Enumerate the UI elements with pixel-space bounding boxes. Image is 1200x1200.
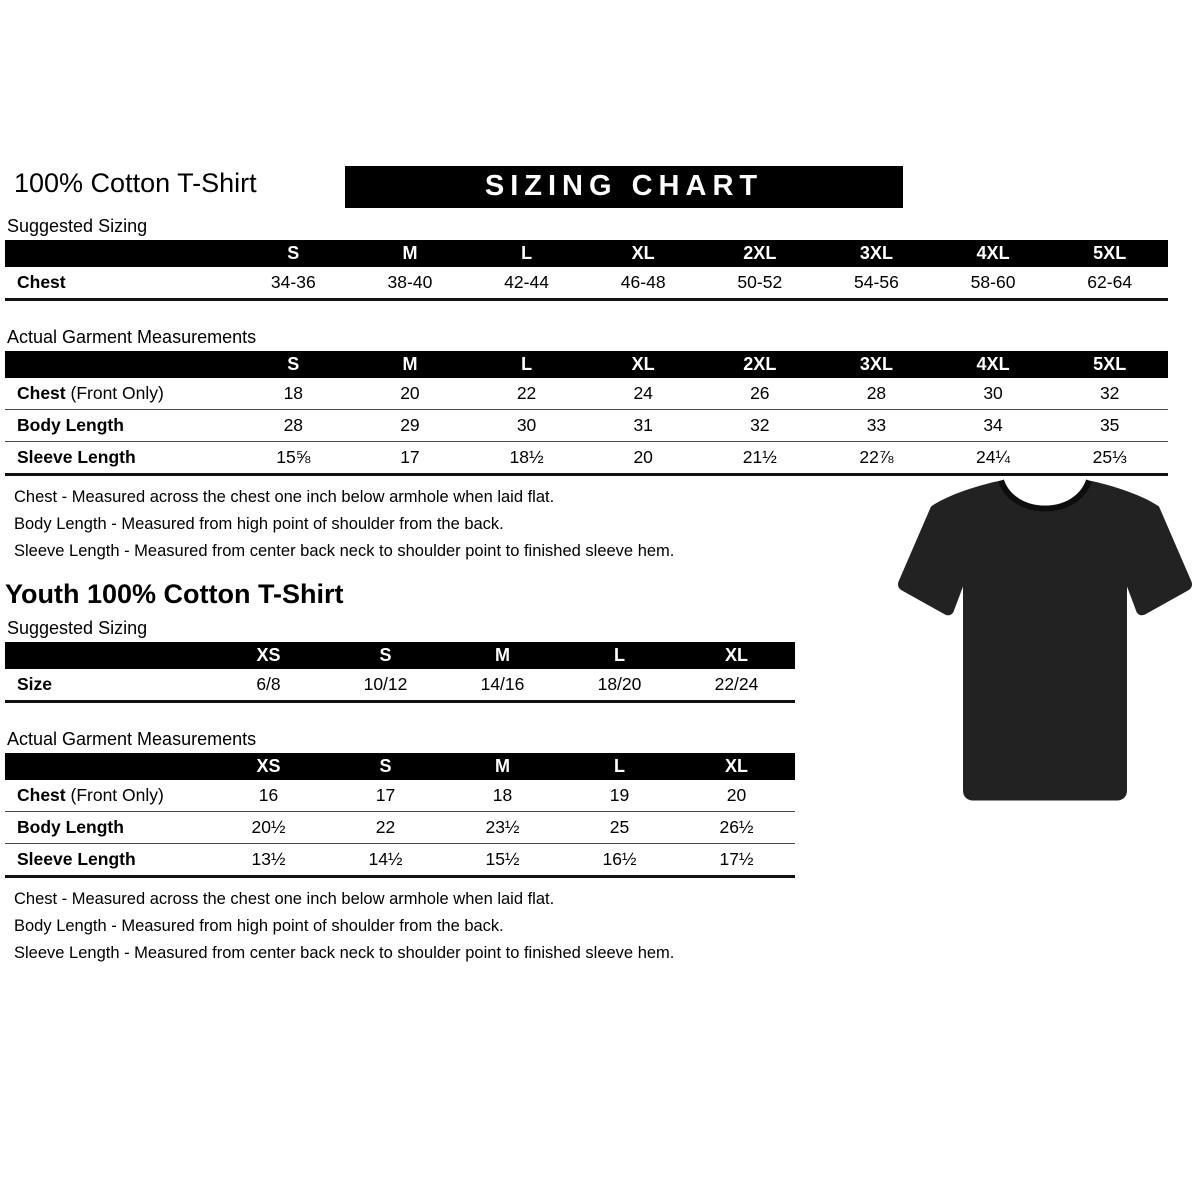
row-label: Chest (Front Only) xyxy=(5,378,235,410)
value-cell: 18 xyxy=(235,378,352,410)
size-header: 4XL xyxy=(935,351,1052,378)
value-cell: 24 xyxy=(585,378,702,410)
size-header: S xyxy=(327,642,444,669)
value-cell: 20 xyxy=(678,780,795,812)
value-cell: 50-52 xyxy=(702,267,819,300)
value-cell: 18/20 xyxy=(561,669,678,702)
size-header: S xyxy=(235,240,352,267)
value-cell: 17 xyxy=(327,780,444,812)
table-row xyxy=(5,267,1168,300)
row-label: Chest (Front Only) xyxy=(5,780,210,812)
value-cell: 14½ xyxy=(327,844,444,877)
value-cell: 23½ xyxy=(444,812,561,844)
value-cell: 20½ xyxy=(210,812,327,844)
value-cell: 20 xyxy=(352,378,469,410)
row-label-header xyxy=(5,642,210,669)
size-header: M xyxy=(352,351,469,378)
size-header: 2XL xyxy=(702,351,819,378)
value-cell: 28 xyxy=(235,410,352,442)
page-title: 100% Cotton T-Shirt xyxy=(14,168,257,198)
row-label: Body Length xyxy=(5,812,210,844)
adult-suggested-sizing-label: Suggested Sizing xyxy=(7,216,148,236)
row-label: Body Length xyxy=(5,410,235,442)
size-header: L xyxy=(468,240,585,267)
size-header: XL xyxy=(678,753,795,780)
value-cell: 46-48 xyxy=(585,267,702,300)
row-label: Size xyxy=(5,669,210,702)
value-cell: 22 xyxy=(468,378,585,410)
size-header: L xyxy=(561,642,678,669)
table-row xyxy=(5,669,795,702)
value-cell: 34 xyxy=(935,410,1052,442)
table-row xyxy=(5,410,1168,442)
adult-actual-measurements-label: Actual Garment Measurements xyxy=(7,327,257,347)
value-cell: 62-64 xyxy=(1051,267,1168,300)
note-body-length: Body Length - Measured from high point of shoulder from the back. xyxy=(14,515,504,533)
value-cell: 30 xyxy=(468,410,585,442)
size-header: 5XL xyxy=(1051,240,1168,267)
sizing-chart-banner: SIZING CHART xyxy=(345,166,903,208)
table-row xyxy=(5,812,795,844)
size-header: 3XL xyxy=(818,240,935,267)
size-header: S xyxy=(327,753,444,780)
size-header: 2XL xyxy=(702,240,819,267)
row-label: Sleeve Length xyxy=(5,844,210,877)
note-body-length: Body Length - Measured from high point of shoulder from the back. xyxy=(14,917,504,935)
size-header: M xyxy=(444,642,561,669)
note-chest: Chest - Measured across the chest one inch below armhole when laid flat. xyxy=(14,488,555,506)
value-cell: 30 xyxy=(935,378,1052,410)
youth-measurement-notes xyxy=(5,890,1173,963)
youth-suggested-sizing-label: Suggested Sizing xyxy=(7,618,148,638)
header-row xyxy=(5,240,1168,267)
row-label: Sleeve Length xyxy=(5,442,235,475)
size-header: L xyxy=(561,753,678,780)
value-cell: 58-60 xyxy=(935,267,1052,300)
value-cell: 16 xyxy=(210,780,327,812)
tshirt-image xyxy=(893,470,1193,815)
value-cell: 34-36 xyxy=(235,267,352,300)
size-header: XL xyxy=(585,351,702,378)
value-cell: 18 xyxy=(444,780,561,812)
size-header: M xyxy=(352,240,469,267)
value-cell: 35 xyxy=(1051,410,1168,442)
value-cell: 19 xyxy=(561,780,678,812)
row-label-header xyxy=(5,351,235,378)
table-row xyxy=(5,844,795,877)
title-row xyxy=(5,166,1173,208)
header-row xyxy=(5,351,1168,378)
value-cell: 31 xyxy=(585,410,702,442)
value-cell: 24¼ xyxy=(935,442,1052,475)
size-header: XL xyxy=(585,240,702,267)
value-cell: 22⅞ xyxy=(818,442,935,475)
value-cell: 10/12 xyxy=(327,669,444,702)
value-cell: 21½ xyxy=(702,442,819,475)
value-cell: 26½ xyxy=(678,812,795,844)
size-header: 3XL xyxy=(818,351,935,378)
size-header: S xyxy=(235,351,352,378)
value-cell: 20 xyxy=(585,442,702,475)
header-row xyxy=(5,753,795,780)
note-sleeve-length: Sleeve Length - Measured from center back neck to shoulder point to finished sleeve hem. xyxy=(14,542,675,560)
note-chest: Chest - Measured across the chest one inch below armhole when laid flat. xyxy=(14,890,555,908)
value-cell: 25⅓ xyxy=(1051,442,1168,475)
size-header: XS xyxy=(210,753,327,780)
value-cell: 29 xyxy=(352,410,469,442)
row-label: Chest xyxy=(5,267,235,300)
size-header: 4XL xyxy=(935,240,1052,267)
note-sleeve-length: Sleeve Length - Measured from center back neck to shoulder point to finished sleeve hem. xyxy=(14,944,675,962)
size-header: 5XL xyxy=(1051,351,1168,378)
youth-actual-measurements-label: Actual Garment Measurements xyxy=(7,729,257,749)
value-cell: 22 xyxy=(327,812,444,844)
value-cell: 13½ xyxy=(210,844,327,877)
value-cell: 26 xyxy=(702,378,819,410)
value-cell: 25 xyxy=(561,812,678,844)
value-cell: 33 xyxy=(818,410,935,442)
row-label-header xyxy=(5,753,210,780)
youth-section-title: Youth 100% Cotton T-Shirt xyxy=(5,579,344,609)
table-row xyxy=(5,378,1168,410)
value-cell: 28 xyxy=(818,378,935,410)
value-cell: 16½ xyxy=(561,844,678,877)
value-cell: 6/8 xyxy=(210,669,327,702)
value-cell: 32 xyxy=(1051,378,1168,410)
table-row xyxy=(5,780,795,812)
value-cell: 18½ xyxy=(468,442,585,475)
row-label-header xyxy=(5,240,235,267)
size-header: L xyxy=(468,351,585,378)
size-header: M xyxy=(444,753,561,780)
youth-actual-measurements-table xyxy=(5,753,795,878)
value-cell: 17½ xyxy=(678,844,795,877)
size-header: XS xyxy=(210,642,327,669)
size-header: XL xyxy=(678,642,795,669)
adult-suggested-sizing-table xyxy=(5,240,1168,301)
tshirt-icon xyxy=(893,470,1193,815)
value-cell: 15⅝ xyxy=(235,442,352,475)
value-cell: 38-40 xyxy=(352,267,469,300)
youth-suggested-sizing-table xyxy=(5,642,795,703)
value-cell: 42-44 xyxy=(468,267,585,300)
value-cell: 32 xyxy=(702,410,819,442)
value-cell: 22/24 xyxy=(678,669,795,702)
value-cell: 17 xyxy=(352,442,469,475)
value-cell: 14/16 xyxy=(444,669,561,702)
adult-actual-measurements-table xyxy=(5,351,1168,476)
value-cell: 54-56 xyxy=(818,267,935,300)
value-cell: 15½ xyxy=(444,844,561,877)
header-row xyxy=(5,642,795,669)
